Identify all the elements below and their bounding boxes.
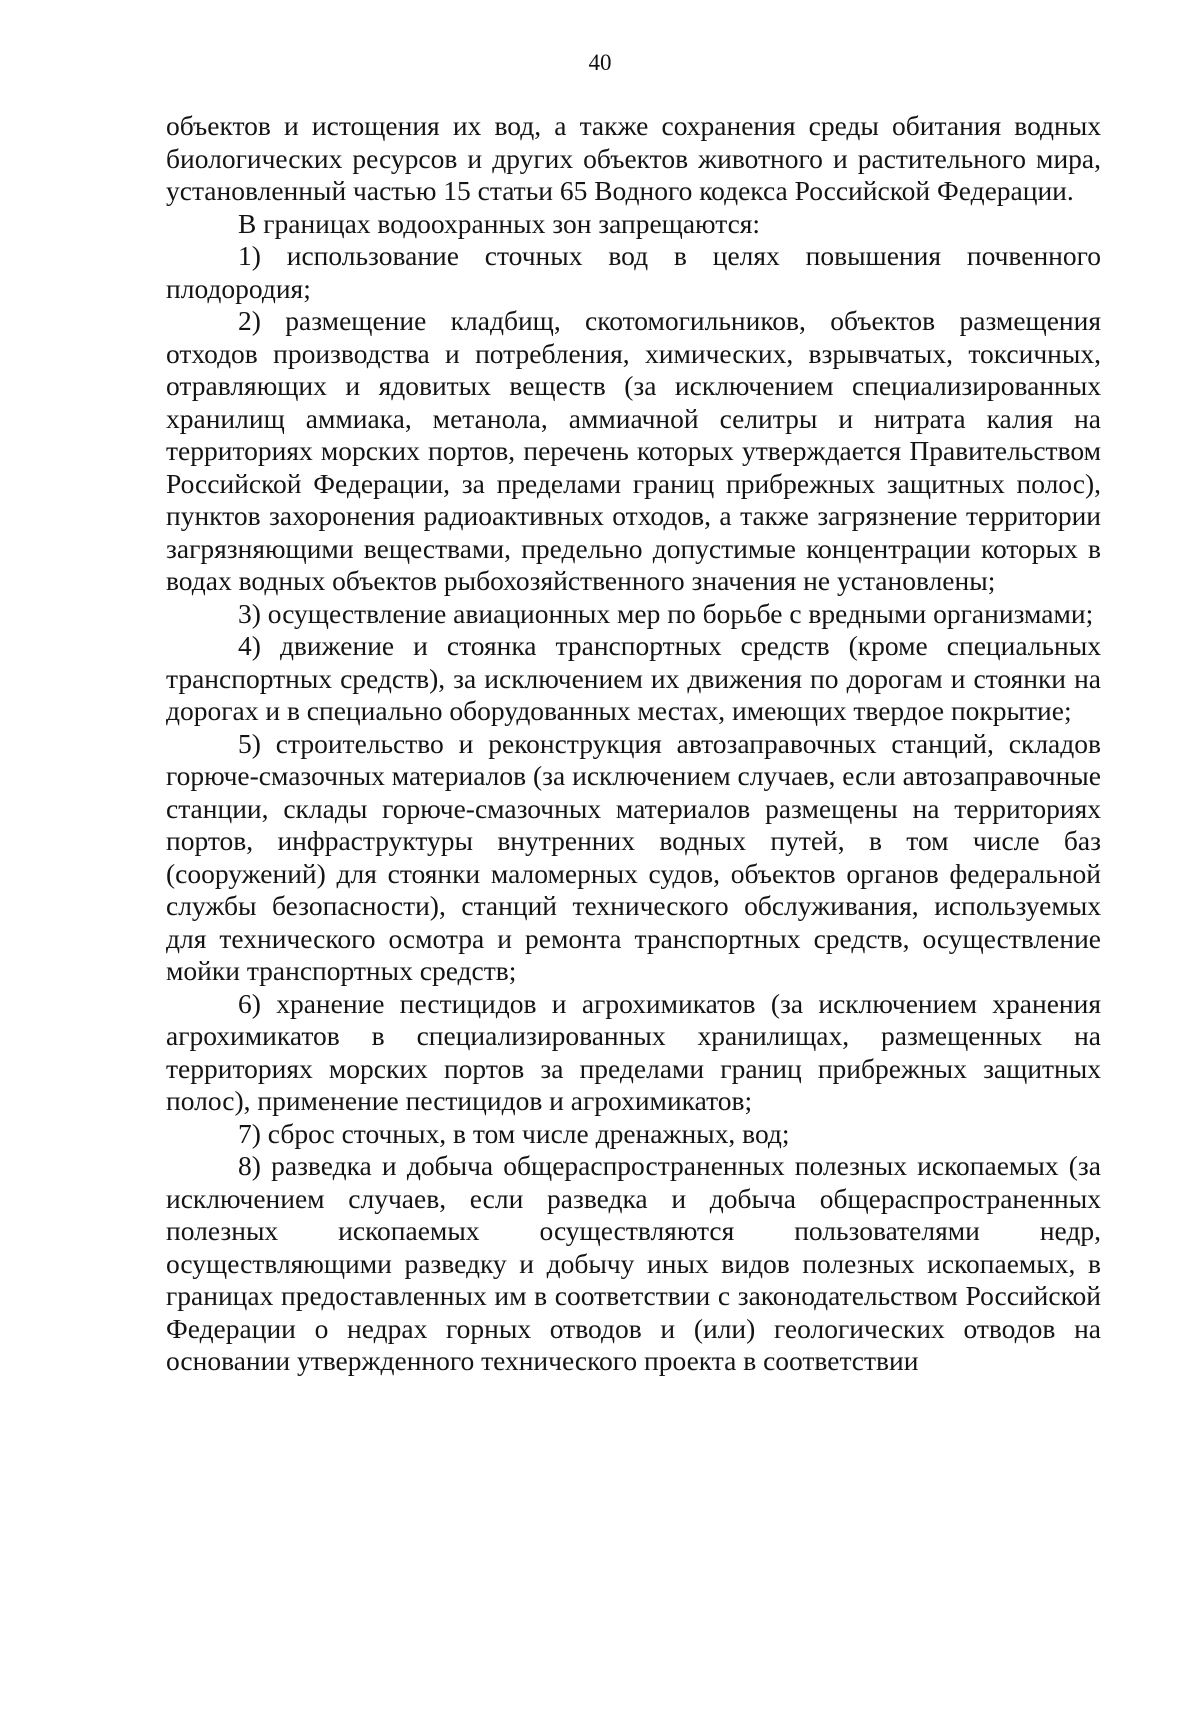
list-item-1: 1) использование сточных вод в целях повышения почвенного плодородия; [166,240,1101,304]
document-body [166,110,1101,1378]
paragraph-continuation: объектов и истощения их вод, а также сохранения среды обитания водных биологических ресурсов и других объектов животного и растительного мира, установленный частью 15 статьи 65 Водного кодекса Российской Федерации. [166,110,1101,206]
list-item-4: 4) движение и стоянка транспортных средств (кроме специальных транспортных средств), за исключением их движения по дорогам и стоянки на дорогах и в специально оборудованных местах, имеющих твердое покрытие; [166,630,1101,726]
list-item-2: 2) размещение кладбищ, скотомогильников, объектов размещения отходов производства и потребления, химических, взрывчатых, токсичных, отравляющих и ядовитых веществ (за исключением специализированных хранилищ аммиака, метанола, аммиачной селитры и нитрата калия на территориях морских портов, перечень которых утверждается Правительством Российской Федерации, за пределами границ прибрежных защитных полос), пунктов захоронения радиоактивных отходов, а также загрязнение территории загрязняющими веществами, предельно допустимые концентрации которых в водах водных объектов рыбохозяйственного значения не установлены; [166,305,1101,596]
list-item-5: 5) строительство и реконструкция автозаправочных станций, складов горюче-смазочных материалов (за исключением случаев, если автозаправочные станции, склады горюче-смазочных материалов размещены на территориях портов, инфраструктуры внутренних водных путей, в том числе баз (сооружений) для стоянки маломерных судов, объектов органов федеральной службы безопасности), станций технического обслуживания, используемых для технического осмотра и ремонта транспортных средств, осуществление мойки транспортных средств; [166,727,1101,986]
list-item-7: 7) сброс сточных, в том числе дренажных, вод; [238,1117,790,1149]
list-item-8: 8) разведка и добыча общераспространенных полезных ископаемых (за исключением случаев, если разведка и добыча общераспространенных полезных ископаемых осуществляются пользователями недр, осуществляющими разведку и добычу иных видов полезных ископаемых, в границах предоставленных им в соответствии с законодательством Российской Федерации о недрах горных отводов и (или) геологических отводов на основании утвержденного технического проекта в соответствии [166,1150,1101,1376]
paragraph-intro: В границах водоохранных зон запрещаются: [238,207,761,239]
list-item-6: 6) хранение пестицидов и агрохимикатов (за исключением хранения агрохимикатов в специализированных хранилищах, размещенных на территориях морских портов за пределами границ прибрежных защитных полос), применение пестицидов и агрохимикатов; [166,987,1101,1116]
page-number: 40 [588,50,612,75]
list-item-3: 3) осуществление авиационных мер по борьбе с вредными организмами; [238,597,1094,629]
